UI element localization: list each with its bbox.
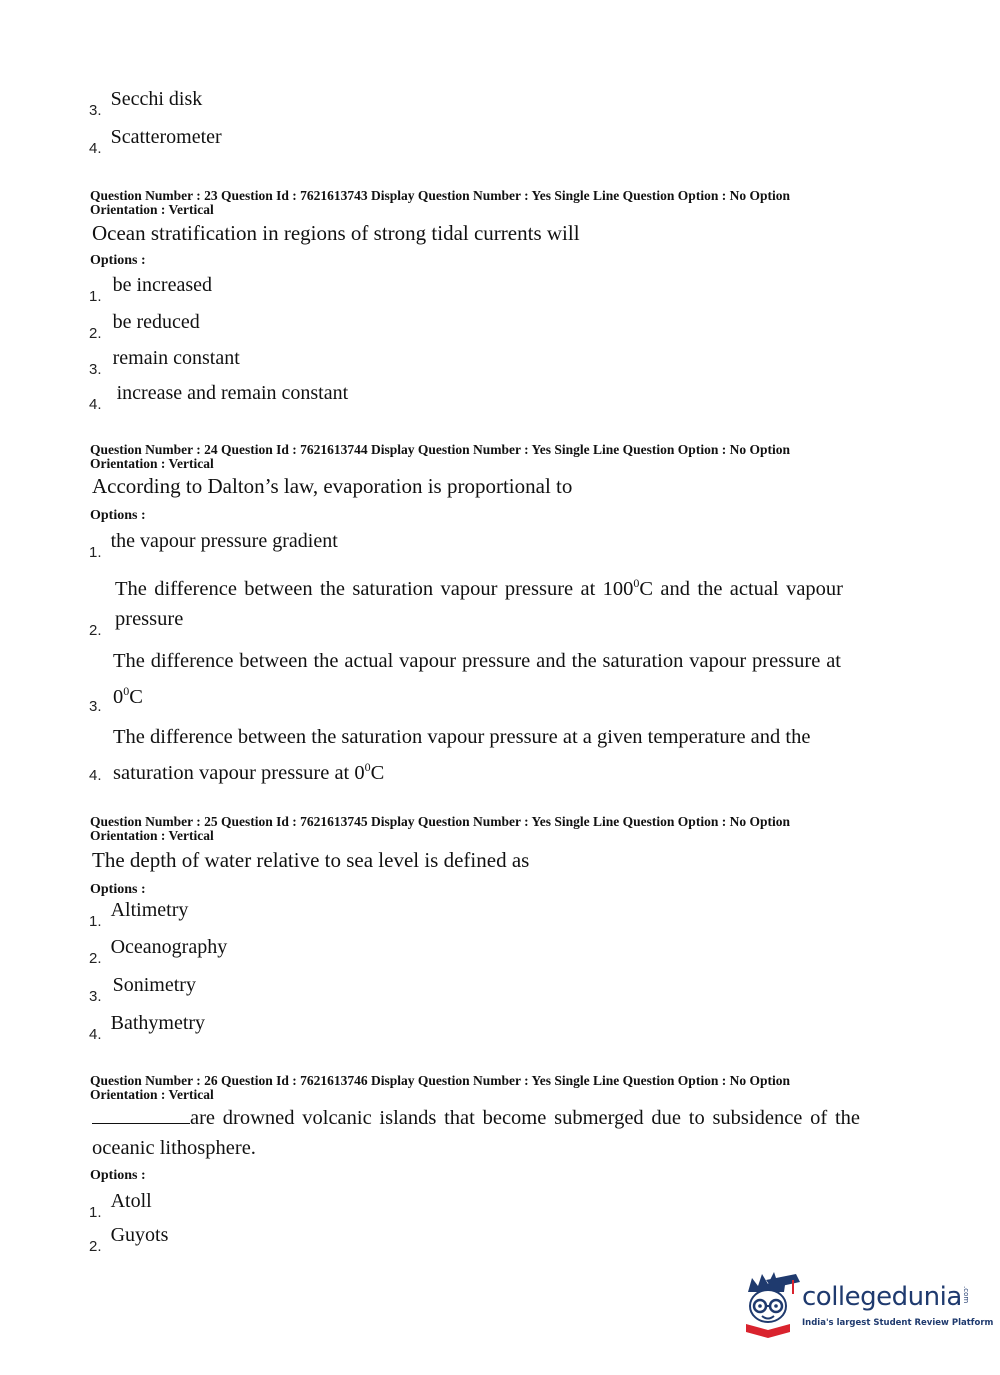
q24-option-1[interactable] (89, 530, 338, 561)
q24-meta (90, 443, 870, 471)
brand-wordmark (802, 1282, 970, 1312)
q26-meta-line1: Question Number : 26 Question Id : 7621613746 Display Question Number : Yes Single Line Question Option : No Option (90, 1073, 790, 1088)
fill-in-blank (92, 1105, 190, 1124)
option-text-part: C (129, 685, 143, 708)
option-number: 3. (89, 361, 102, 378)
option-text: the vapour pressure gradient (110, 530, 338, 552)
option-text: remain constant (112, 347, 240, 369)
q24-meta-line1: Question Number : 24 Question Id : 7621613744 Display Question Number : Yes Single Line Question Option : No Option (90, 442, 790, 457)
q25-option-4[interactable] (89, 1012, 206, 1043)
q26-stem (92, 1103, 860, 1163)
q23-options-label: Options : (90, 253, 146, 268)
q25-option-3[interactable] (89, 974, 196, 1005)
q26-stem-text: are drowned volcanic islands that become submerged due to subsidence of the oceanic lithosphere. (92, 1107, 860, 1159)
option-text (113, 722, 845, 788)
brand-name: collegedunia (802, 1282, 962, 1312)
option-text: Altimetry (110, 899, 189, 921)
superscript: 0 (123, 684, 130, 698)
q24-option-3[interactable] (89, 646, 849, 718)
q26-option-2[interactable] (89, 1224, 169, 1255)
q25-meta-line1: Question Number : 25 Question Id : 7621613745 Display Question Number : Yes Single Line Question Option : No Option (90, 814, 790, 829)
option-number: 4. (89, 767, 102, 784)
q25-options-label: Options : (90, 882, 146, 897)
brand-tagline: India's largest Student Review Platform (802, 1318, 994, 1328)
option-number: 1. (89, 913, 102, 930)
option-text-part: The difference between the saturation vapour pressure at 100 (115, 577, 634, 600)
option-text: Scatterometer (110, 126, 222, 148)
q23-meta (90, 189, 870, 217)
q25-meta (90, 815, 870, 843)
option-number: 2. (89, 1238, 102, 1255)
q22-option-3[interactable] (89, 88, 203, 119)
option-number: 4. (89, 396, 102, 413)
option-text: Oceanography (110, 936, 228, 958)
option-text (113, 646, 841, 712)
q23-option-1[interactable] (89, 274, 212, 305)
option-text: Guyots (110, 1224, 169, 1246)
q25-stem: The depth of water relative to sea level is defined as (92, 848, 530, 872)
option-text: be increased (112, 274, 212, 296)
q25-option-1[interactable] (89, 899, 189, 930)
q24-option-4[interactable] (89, 722, 849, 794)
option-text: increase and remain constant (116, 382, 349, 404)
superscript: 0 (364, 760, 371, 774)
option-number: 4. (89, 1026, 102, 1043)
brand-suffix: .com (961, 1286, 970, 1304)
q22-option-4[interactable] (89, 126, 222, 157)
collegedunia-logo[interactable] (742, 1270, 994, 1342)
q25-option-2[interactable] (89, 936, 228, 967)
option-number: 3. (89, 102, 102, 119)
q26-meta (90, 1074, 870, 1102)
option-text: be reduced (112, 311, 200, 333)
q26-options-label: Options : (90, 1168, 146, 1183)
q24-meta-line2: Orientation : Vertical (90, 456, 214, 471)
option-text (115, 568, 843, 634)
q23-stem: Ocean stratification in regions of strong tidal currents will (92, 221, 580, 245)
option-text: Sonimetry (112, 974, 196, 996)
option-text-part: C (370, 761, 385, 784)
option-number: 2. (89, 325, 102, 342)
q23-option-2[interactable] (89, 311, 200, 342)
q23-option-4[interactable] (89, 382, 349, 413)
superscript: 0 (633, 576, 640, 590)
option-text: Atoll (110, 1190, 152, 1212)
option-number: 3. (89, 698, 102, 715)
option-number: 1. (89, 1204, 102, 1221)
q23-meta-line1: Question Number : 23 Question Id : 7621613743 Display Question Number : Yes Single Line Question Option : No Option (90, 188, 790, 203)
q23-meta-line2: Orientation : Vertical (90, 202, 214, 217)
option-text-part: The difference between the saturation vapour pressure at a given temperature and the saturation vapour pressure at 0 (113, 726, 811, 784)
option-text-part: The difference between the actual vapour pressure and the saturation vapour pressure at 0 (113, 650, 841, 708)
option-number: 1. (89, 544, 102, 561)
option-number: 3. (89, 988, 102, 1005)
q25-meta-line2: Orientation : Vertical (90, 828, 214, 843)
option-number: 4. (89, 140, 102, 157)
q24-stem: According to Dalton’s law, evaporation is proportional to (92, 474, 573, 498)
option-text: Secchi disk (110, 88, 203, 110)
option-number: 1. (89, 288, 102, 305)
option-number: 2. (89, 622, 102, 639)
option-text: Bathymetry (110, 1012, 206, 1034)
q23-option-3[interactable] (89, 347, 240, 378)
q24-option-2[interactable] (89, 568, 849, 640)
option-number: 2. (89, 950, 102, 967)
q24-options-label: Options : (90, 508, 146, 523)
mascot-icon (742, 1270, 800, 1340)
q26-option-1[interactable] (89, 1190, 152, 1221)
option-text-part: C and the actual vapour pressure (115, 577, 843, 630)
q26-meta-line2: Orientation : Vertical (90, 1087, 214, 1102)
